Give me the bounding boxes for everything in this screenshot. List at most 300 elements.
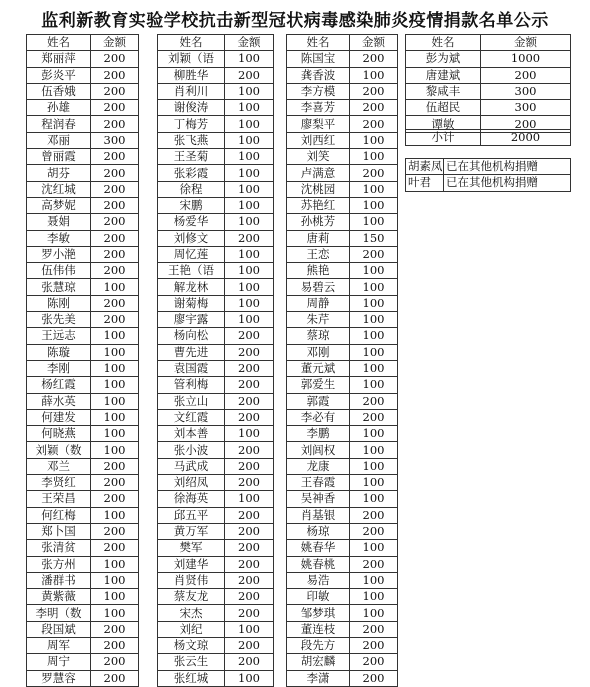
donor-name: 宋杰 [158, 605, 225, 621]
donor-name: 黄万军 [158, 523, 225, 539]
donor-name: 彭炎平 [27, 67, 91, 83]
donor-name: 龙康 [287, 458, 350, 474]
table-row [27, 51, 139, 67]
donor-amount: 300 [481, 100, 571, 116]
donor-amount: 200 [91, 165, 139, 181]
donor-name: 姚春华 [287, 540, 350, 556]
table-row [287, 132, 398, 148]
donor-name: 陈国宝 [287, 51, 350, 67]
donor-name: 谭敏 [406, 116, 481, 132]
donor-name: 肖贤伟 [158, 572, 225, 588]
donor-name: 张先美 [27, 312, 91, 328]
donor-amount: 200 [225, 393, 274, 409]
donor-amount: 100 [350, 328, 398, 344]
donor-name: 高梦妮 [27, 197, 91, 213]
donor-amount: 100 [91, 377, 139, 393]
table-row [287, 312, 398, 328]
donor-name: 胡素凤 [406, 159, 444, 175]
donor-amount: 100 [225, 149, 274, 165]
donor-name: 印敏 [287, 589, 350, 605]
table-row [27, 344, 139, 360]
donor-name: 刘闾权 [287, 442, 350, 458]
donor-name: 马武成 [158, 458, 225, 474]
table-row [27, 442, 139, 458]
donor-amount: 200 [91, 491, 139, 507]
donor-amount: 100 [225, 165, 274, 181]
table-row [287, 556, 398, 572]
donor-amount: 200 [225, 572, 274, 588]
donor-name: 刘笑 [287, 149, 350, 165]
header-name: 姓名 [27, 35, 91, 51]
donor-amount: 200 [225, 475, 274, 491]
donor-amount: 100 [91, 426, 139, 442]
header-amount: 金额 [350, 35, 398, 51]
table-row [158, 426, 274, 442]
donor-amount: 200 [91, 458, 139, 474]
table-row [287, 344, 398, 360]
table-row [27, 491, 139, 507]
table-row [406, 100, 571, 116]
donor-name: 李方模 [287, 83, 350, 99]
table-row [287, 214, 398, 230]
donor-amount: 200 [91, 214, 139, 230]
donor-amount: 100 [225, 51, 274, 67]
donor-amount: 200 [350, 507, 398, 523]
table-row [158, 442, 274, 458]
donor-amount: 100 [350, 458, 398, 474]
table-row [287, 328, 398, 344]
table-row [287, 83, 398, 99]
donor-name: 刘西红 [287, 132, 350, 148]
donor-name: 张云生 [158, 654, 225, 670]
donor-name: 杨向松 [158, 328, 225, 344]
donor-amount: 200 [225, 654, 274, 670]
table-row [287, 409, 398, 425]
donor-amount: 100 [350, 442, 398, 458]
donor-amount: 200 [91, 621, 139, 637]
table-row [158, 149, 274, 165]
table-row [158, 312, 274, 328]
donor-amount: 100 [225, 116, 274, 132]
table-row [287, 116, 398, 132]
donation-note: 已在其他机构捐赠 [444, 159, 571, 175]
donor-name: 刘本善 [158, 426, 225, 442]
donor-name: 张红城 [158, 670, 225, 686]
donor-name: 蔡琼 [287, 328, 350, 344]
donor-name: 唐建斌 [406, 67, 481, 83]
donor-name: 薛水英 [27, 393, 91, 409]
donor-name: 解龙林 [158, 279, 225, 295]
table-row [158, 67, 274, 83]
table-row [27, 100, 139, 116]
donor-amount: 200 [481, 67, 571, 83]
donor-name: 邓刚 [287, 344, 350, 360]
table-row [27, 181, 139, 197]
donor-amount: 200 [91, 523, 139, 539]
donor-name: 彭为斌 [406, 51, 481, 67]
donor-amount: 200 [350, 116, 398, 132]
donor-name: 郑丽萍 [27, 51, 91, 67]
donor-amount: 200 [225, 344, 274, 360]
table-row [158, 523, 274, 539]
donor-amount: 100 [350, 132, 398, 148]
table-row [158, 458, 274, 474]
donor-name: 李喜芳 [287, 100, 350, 116]
table-row [287, 442, 398, 458]
donor-amount: 200 [91, 230, 139, 246]
donor-name: 刘修文 [158, 230, 225, 246]
header-name: 姓名 [287, 35, 350, 51]
table-row [27, 507, 139, 523]
table-row [287, 605, 398, 621]
table-row [158, 637, 274, 653]
donor-amount: 200 [481, 116, 571, 132]
donor-name: 曾丽霞 [27, 149, 91, 165]
donor-amount: 100 [350, 491, 398, 507]
donor-amount: 100 [91, 279, 139, 295]
table-row [158, 572, 274, 588]
table-row [158, 344, 274, 360]
donor-name: 王荣昌 [27, 491, 91, 507]
table-row [287, 572, 398, 588]
table-row [158, 295, 274, 311]
donor-name: 宋鹏 [158, 197, 225, 213]
table-row [158, 100, 274, 116]
table-row [27, 165, 139, 181]
donor-name: 孙雄 [27, 100, 91, 116]
donor-amount: 200 [225, 507, 274, 523]
donor-amount: 200 [225, 637, 274, 653]
table-row [158, 654, 274, 670]
table-row [287, 670, 398, 686]
page-title: 监利新教育实验学校抗击新型冠状病毒感染肺炎疫情捐款名单公示 [41, 11, 549, 31]
donor-name: 李潇 [287, 670, 350, 686]
table-row [287, 540, 398, 556]
donor-name: 王圣菊 [158, 149, 225, 165]
donor-name: 李鹏 [287, 426, 350, 442]
donor-amount: 100 [91, 556, 139, 572]
donor-amount: 200 [225, 409, 274, 425]
donor-amount: 100 [350, 263, 398, 279]
donor-name: 王恋 [287, 246, 350, 262]
table-row [27, 312, 139, 328]
donor-amount: 100 [225, 670, 274, 686]
donor-amount: 100 [91, 572, 139, 588]
donor-table-1 [26, 34, 139, 687]
table-row [27, 83, 139, 99]
donor-name: 黎咸丰 [406, 83, 481, 99]
table-header [27, 35, 139, 51]
header-name: 姓名 [158, 35, 225, 51]
table-row [287, 637, 398, 653]
donor-amount: 200 [91, 475, 139, 491]
donor-amount: 100 [91, 409, 139, 425]
donor-amount: 200 [350, 100, 398, 116]
table-row [27, 149, 139, 165]
table-row [27, 409, 139, 425]
donor-name: 徐程 [158, 181, 225, 197]
table-row [287, 165, 398, 181]
table-row [158, 230, 274, 246]
donor-name: 廖宇露 [158, 312, 225, 328]
table-row [287, 51, 398, 67]
donor-name: 廖梨平 [287, 116, 350, 132]
table-row [27, 654, 139, 670]
table-header [406, 35, 571, 51]
donor-amount: 100 [225, 491, 274, 507]
table-row [27, 67, 139, 83]
table-row [158, 621, 274, 637]
table-row [27, 540, 139, 556]
donor-amount: 100 [91, 360, 139, 376]
donor-name: 肖利川 [158, 83, 225, 99]
donor-name: 张小波 [158, 442, 225, 458]
donor-amount: 200 [91, 116, 139, 132]
donor-amount: 200 [91, 654, 139, 670]
table-row [27, 328, 139, 344]
donor-name: 徐海英 [158, 491, 225, 507]
table-row [27, 230, 139, 246]
table-row [287, 377, 398, 393]
donor-name: 曹先进 [158, 344, 225, 360]
donor-amount: 100 [350, 589, 398, 605]
donor-name: 罗慧容 [27, 670, 91, 686]
donor-name: 谢菊梅 [158, 295, 225, 311]
donor-name: 沈红城 [27, 181, 91, 197]
donor-amount: 100 [225, 246, 274, 262]
table-row [158, 197, 274, 213]
donor-amount: 200 [350, 246, 398, 262]
donor-name: 蔡友龙 [158, 589, 225, 605]
donor-name: 樊军 [158, 540, 225, 556]
table-row [287, 426, 398, 442]
donor-name: 胡芬 [27, 165, 91, 181]
header-amount: 金额 [225, 35, 274, 51]
donor-name: 刘颖（数 [27, 442, 91, 458]
donor-name: 王艳（语 [158, 263, 225, 279]
table-row [287, 67, 398, 83]
donor-name: 刘建华 [158, 556, 225, 572]
donor-amount: 100 [91, 393, 139, 409]
table-row [158, 670, 274, 686]
donor-name: 刘纪 [158, 621, 225, 637]
donor-name: 李贤红 [27, 475, 91, 491]
table-row [287, 491, 398, 507]
table-row [158, 360, 274, 376]
donor-name: 刘颖（语 [158, 51, 225, 67]
table-row [158, 491, 274, 507]
donor-name: 杨红霞 [27, 377, 91, 393]
donor-name: 程润春 [27, 116, 91, 132]
donation-note: 已在其他机构捐赠 [444, 175, 571, 191]
table-row [27, 263, 139, 279]
header-name: 姓名 [406, 35, 481, 51]
donor-name: 张慧琼 [27, 279, 91, 295]
donor-name: 易浩 [287, 572, 350, 588]
donor-name: 周宁 [27, 654, 91, 670]
table-row [158, 540, 274, 556]
donor-name: 王春霞 [287, 475, 350, 491]
table-row [287, 393, 398, 409]
table-row [158, 279, 274, 295]
table-row [27, 279, 139, 295]
table-row [406, 159, 571, 175]
table-row [27, 246, 139, 262]
table-row [27, 426, 139, 442]
donor-amount: 300 [91, 132, 139, 148]
donor-name: 郑卜国 [27, 523, 91, 539]
table-row [27, 475, 139, 491]
donor-amount: 200 [350, 409, 398, 425]
table-row [287, 523, 398, 539]
donor-amount: 100 [350, 149, 398, 165]
table-row [287, 654, 398, 670]
donor-amount: 200 [91, 540, 139, 556]
donor-amount: 200 [225, 67, 274, 83]
donor-name: 黄紫薇 [27, 589, 91, 605]
donor-name: 沈桃园 [287, 181, 350, 197]
donor-name: 董连枝 [287, 621, 350, 637]
donor-name: 李必有 [287, 409, 350, 425]
table-row [287, 458, 398, 474]
donor-amount: 200 [91, 637, 139, 653]
donor-name: 段先方 [287, 637, 350, 653]
donor-amount: 100 [225, 295, 274, 311]
donor-name: 张彩霞 [158, 165, 225, 181]
donor-amount: 200 [91, 67, 139, 83]
donor-amount: 200 [91, 246, 139, 262]
donor-amount: 100 [350, 67, 398, 83]
table-row [158, 165, 274, 181]
donor-amount: 100 [91, 605, 139, 621]
table-row [27, 197, 139, 213]
table-row [27, 132, 139, 148]
donor-name: 李敏 [27, 230, 91, 246]
table-row [27, 295, 139, 311]
donor-name: 何红梅 [27, 507, 91, 523]
donor-amount: 100 [225, 181, 274, 197]
donor-amount: 200 [225, 523, 274, 539]
table-row [287, 279, 398, 295]
donor-name: 吴神香 [287, 491, 350, 507]
donor-name: 丁梅芳 [158, 116, 225, 132]
donor-amount: 100 [91, 507, 139, 523]
donor-amount: 100 [350, 344, 398, 360]
donor-amount: 100 [350, 181, 398, 197]
table-row [406, 175, 571, 191]
table-row [27, 572, 139, 588]
donor-name: 卢满意 [287, 165, 350, 181]
donor-amount: 200 [91, 295, 139, 311]
table-row [27, 360, 139, 376]
donor-amount: 1000 [481, 51, 571, 67]
donor-name: 杨文琼 [158, 637, 225, 653]
header-amount: 金额 [91, 35, 139, 51]
table-row [158, 328, 274, 344]
table-row [27, 637, 139, 653]
donor-name: 苏艳红 [287, 197, 350, 213]
donor-amount: 100 [350, 572, 398, 588]
donor-name: 周忆莲 [158, 246, 225, 262]
table-row [158, 263, 274, 279]
table-row [27, 116, 139, 132]
table-row [158, 83, 274, 99]
donor-name: 胡宏麟 [287, 654, 350, 670]
donor-name: 段国斌 [27, 621, 91, 637]
donor-amount: 200 [350, 654, 398, 670]
table-row [287, 230, 398, 246]
donor-amount: 200 [225, 360, 274, 376]
donor-amount: 100 [91, 344, 139, 360]
donor-name: 孙桃芳 [287, 214, 350, 230]
donor-name: 张方州 [27, 556, 91, 572]
donor-name: 谢俊涛 [158, 100, 225, 116]
donor-name: 熊艳 [287, 263, 350, 279]
donor-amount: 200 [350, 670, 398, 686]
donor-name: 周静 [287, 295, 350, 311]
table-row [158, 605, 274, 621]
subtotal-table [405, 129, 571, 146]
table-row [158, 116, 274, 132]
donor-name: 文红霞 [158, 409, 225, 425]
donor-amount: 100 [350, 426, 398, 442]
table-row [158, 507, 274, 523]
donor-amount: 200 [225, 589, 274, 605]
donor-name: 何建发 [27, 409, 91, 425]
donor-name: 陈刚 [27, 295, 91, 311]
donor-amount: 200 [91, 181, 139, 197]
table-row [158, 377, 274, 393]
donor-amount: 100 [350, 279, 398, 295]
donor-amount: 200 [225, 328, 274, 344]
donor-amount: 200 [225, 540, 274, 556]
donor-amount: 100 [225, 621, 274, 637]
table-row [158, 393, 274, 409]
table-row [158, 475, 274, 491]
table-row [27, 605, 139, 621]
table-row [287, 100, 398, 116]
table-row [287, 360, 398, 376]
donor-name: 姚春桃 [287, 556, 350, 572]
donor-name: 郭爱生 [287, 377, 350, 393]
donor-name: 易碧云 [287, 279, 350, 295]
table-header [158, 35, 274, 51]
donor-amount: 200 [91, 263, 139, 279]
donor-amount: 100 [350, 377, 398, 393]
donor-amount: 200 [350, 556, 398, 572]
donor-name: 伍伟伟 [27, 263, 91, 279]
donor-name: 张飞燕 [158, 132, 225, 148]
table-row [158, 589, 274, 605]
table-row [158, 556, 274, 572]
donor-amount: 200 [91, 83, 139, 99]
donor-name: 肖基银 [287, 507, 350, 523]
donor-name: 李明（数 [27, 605, 91, 621]
donor-amount: 100 [225, 83, 274, 99]
donor-name: 刘绍凤 [158, 475, 225, 491]
table-row [27, 670, 139, 686]
donor-amount: 200 [91, 149, 139, 165]
donor-amount: 200 [225, 230, 274, 246]
donor-amount: 200 [225, 556, 274, 572]
donor-amount: 100 [225, 279, 274, 295]
table-row [158, 51, 274, 67]
donor-amount: 300 [481, 83, 571, 99]
donor-amount: 100 [91, 328, 139, 344]
donor-name: 陈璇 [27, 344, 91, 360]
donor-amount: 200 [225, 442, 274, 458]
table-row [158, 181, 274, 197]
